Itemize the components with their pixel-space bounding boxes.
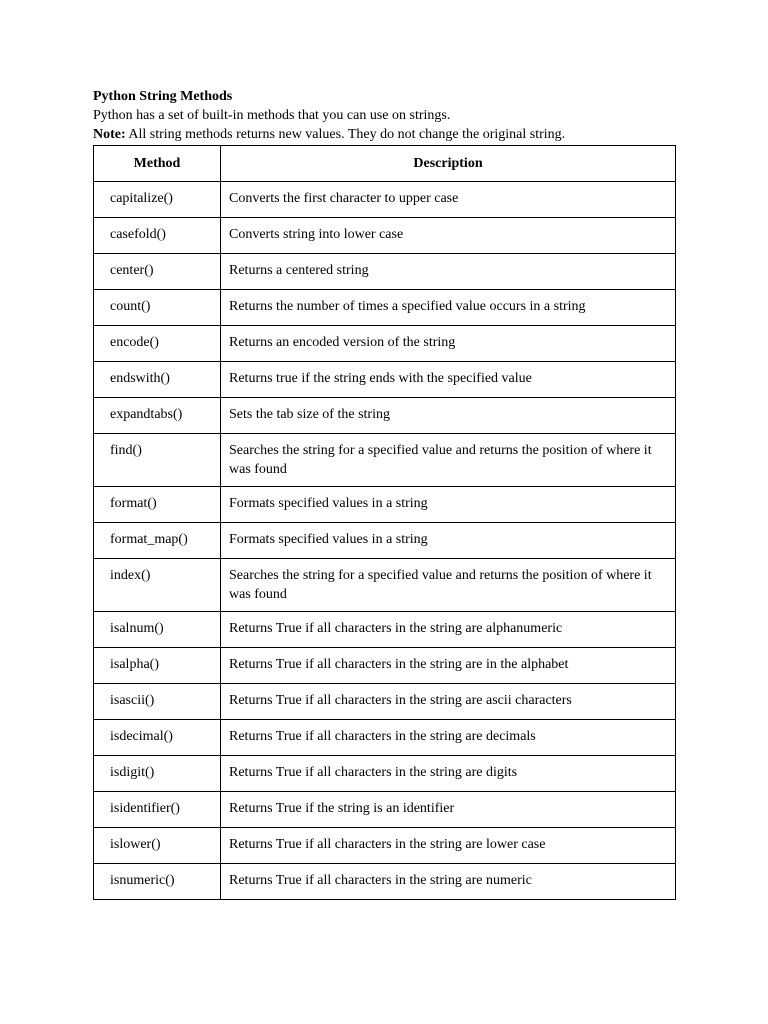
method-name-cell: isalpha() [94,648,221,684]
method-description-cell: Returns True if all characters in the string are decimals [221,720,676,756]
table-row [94,290,676,326]
method-description-cell: Searches the string for a specified value and returns the position of where it was found [221,559,676,612]
method-column-header: Method [94,146,221,182]
table-row [94,254,676,290]
table-row [94,326,676,362]
document-page [93,87,676,900]
method-description-cell: Returns True if the string is an identifier [221,792,676,828]
method-name-cell: capitalize() [94,182,221,218]
table-header-row [94,146,676,182]
table-row [94,612,676,648]
note-text: All string methods returns new values. They do not change the original string. [125,127,566,142]
method-name-cell: casefold() [94,218,221,254]
note-paragraph [93,125,676,144]
table-row [94,828,676,864]
method-description-cell: Returns True if all characters in the string are lower case [221,828,676,864]
table-row [94,362,676,398]
note-label: Note: [93,127,126,142]
method-description-cell: Formats specified values in a string [221,523,676,559]
method-name-cell: isidentifier() [94,792,221,828]
method-description-cell: Converts the first character to upper case [221,182,676,218]
table-row [94,864,676,900]
method-description-cell: Returns the number of times a specified value occurs in a string [221,290,676,326]
method-description-cell: Returns True if all characters in the string are digits [221,756,676,792]
method-name-cell: format_map() [94,523,221,559]
table-row [94,720,676,756]
method-description-cell: Returns True if all characters in the string are ascii characters [221,684,676,720]
string-methods-table [93,145,676,900]
method-name-cell: find() [94,434,221,487]
method-name-cell: isascii() [94,684,221,720]
table-body [94,182,676,900]
table-row [94,182,676,218]
method-name-cell: islower() [94,828,221,864]
table-row [94,218,676,254]
method-name-cell: isalnum() [94,612,221,648]
method-description-cell: Returns a centered string [221,254,676,290]
method-name-cell: format() [94,487,221,523]
table-row [94,648,676,684]
method-name-cell: endswith() [94,362,221,398]
method-name-cell: expandtabs() [94,398,221,434]
table-row [94,559,676,612]
method-name-cell: index() [94,559,221,612]
table-row [94,684,676,720]
method-description-cell: Returns True if all characters in the string are alphanumeric [221,612,676,648]
method-description-cell: Formats specified values in a string [221,487,676,523]
method-description-cell: Returns True if all characters in the string are in the alphabet [221,648,676,684]
method-description-cell: Returns true if the string ends with the specified value [221,362,676,398]
method-name-cell: encode() [94,326,221,362]
table-row [94,756,676,792]
method-name-cell: isdigit() [94,756,221,792]
table-row [94,398,676,434]
method-description-cell: Converts string into lower case [221,218,676,254]
method-description-cell: Searches the string for a specified value and returns the position of where it was found [221,434,676,487]
method-name-cell: isdecimal() [94,720,221,756]
method-name-cell: center() [94,254,221,290]
description-column-header: Description [221,146,676,182]
table-row [94,434,676,487]
table-row [94,487,676,523]
method-description-cell: Returns an encoded version of the string [221,326,676,362]
intro-text: Python has a set of built-in methods that you can use on strings. [93,108,451,123]
page-title: Python String Methods [93,89,233,104]
method-description-cell: Returns True if all characters in the string are numeric [221,864,676,900]
method-name-cell: count() [94,290,221,326]
method-description-cell: Sets the tab size of the string [221,398,676,434]
table-row [94,523,676,559]
method-name-cell: isnumeric() [94,864,221,900]
table-row [94,792,676,828]
